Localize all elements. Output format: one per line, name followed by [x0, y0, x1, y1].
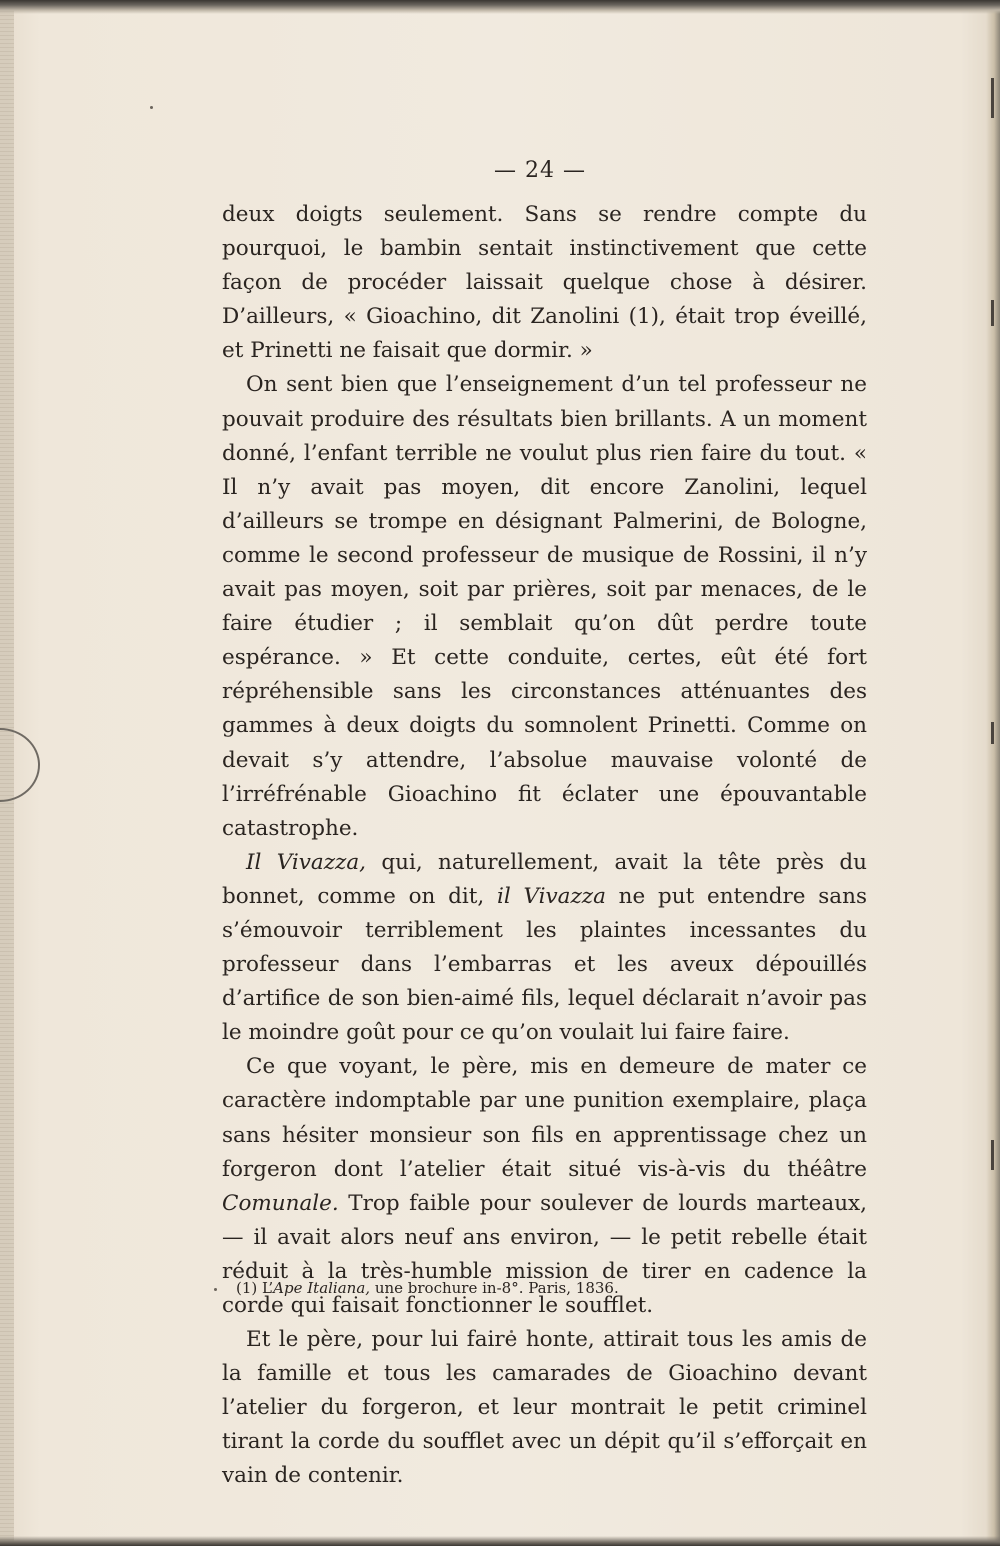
edge-mark	[991, 1140, 994, 1170]
footnote-title: Ape Italiana,	[273, 1279, 371, 1297]
paragraph	[222, 846, 867, 1051]
paper-speck	[214, 1288, 217, 1291]
paragraph-text: qui, naturellement, avait la tête près du bonnet, comme on dit,	[222, 849, 868, 909]
edge-mark	[991, 78, 994, 118]
page-top-edge	[0, 0, 1000, 14]
paragraph-text: Ce que voyant, le père, mis en demeure de mater ce caractère indomptable par une punition exemplaire, plaça sans hésiter monsieur son fils en apprentissage chez un forgeron dont l’atelier était situé vis-à-vis du théâtre	[222, 1054, 867, 1182]
binding-curve	[0, 728, 40, 802]
edge-mark	[991, 300, 994, 326]
body-text	[222, 198, 867, 1494]
paragraph: Et le père, pour lui faire honte, attirait tous les amis de la famille et tous les camarades de Gioachino devant l’atelier du forgeron, et leur montrait le petit criminel tirant la corde du soufflet avec un dépit qu’il s’efforçait en vain de contenir.	[222, 1327, 867, 1489]
italic-phrase: il Vivazza	[496, 883, 606, 909]
paragraph: On sent bien que l’enseignement d’un tel professeur ne pouvait produire des résultats bien brillants. A un moment donné, l’enfant terrible ne voulut plus rien faire du tout. « Il n’y avait pas moyen, dit encore Zanolini, lequel d’ailleurs se trompe en désignant Palmerini, de Bologne, comme le second professeur de musique de Rossini, il n’y avait pas moyen, soit par prières, soit par menaces, de le faire étudier ; il semblait qu’on dût perdre toute espérance. » Et cette conduite, certes, eût été fort répréhensible sans les circonstances atténuantes des gammes à deux doigts du somnolent Prinetti. Comme on devait s’y attendre, l’absolue mauvaise volonté de l’irréfrénable Gioachino fit éclater une épouvantable catastrophe.	[222, 372, 867, 841]
paragraph-text: Trop faible pour soulever de lourds marteaux, — il avait alors neuf ans environ, — le petit rebelle était réduit à la très-humble mission de tirer en cadence la corde qui faisait fonctionner le soufflet.	[222, 1190, 867, 1318]
paper-speck	[150, 106, 153, 109]
page-bottom-edge	[0, 1536, 1000, 1546]
footnote-text: une brochure in-8°. Paris, 1836.	[370, 1279, 619, 1297]
italic-phrase: Il Vivazza,	[246, 849, 367, 875]
paragraph: deux doigts seulement. Sans se rendre compte du pourquoi, le bambin sentait instinctivement que cette façon de procéder laissait quelque chose à désirer. D’ailleurs, « Gioachino, dit Zanolini (1), était trop éveillé, et Prinetti ne faisait que dormir. »	[222, 202, 867, 364]
italic-phrase: Comunale.	[222, 1190, 339, 1216]
footnote	[236, 1278, 856, 1298]
footnote-marker: (1) L’	[236, 1279, 274, 1297]
page-right-edge	[986, 0, 1000, 1546]
paragraph-text: ne put entendre sans s’émouvoir terriblement les plaintes incessantes du professeur dans l’embarras et les aveux dépouillés d’artifice de son bien-aimé fils, lequel déclarait n’avoir pas le moindre goût pour ce qu’on voulait lui faire faire.	[222, 883, 868, 1046]
edge-mark	[991, 722, 994, 744]
page-number: — 24 —	[494, 158, 586, 183]
